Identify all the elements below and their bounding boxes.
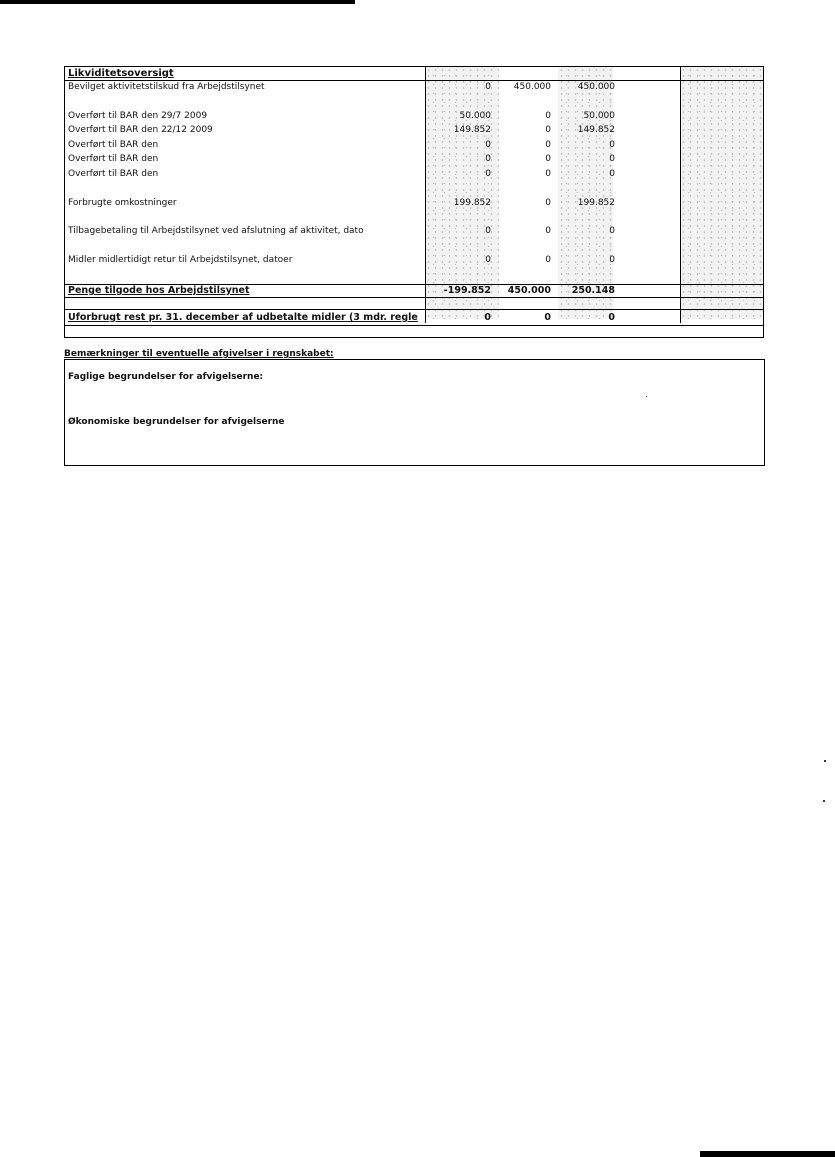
row-value-col3: 0 [609, 226, 615, 236]
row-value-col2: 0 [545, 111, 551, 121]
scan-edge-bottom [700, 1151, 835, 1157]
scan-speck [823, 800, 825, 802]
row-value-col1: 0 [485, 226, 491, 236]
shaded-column-3 [558, 67, 613, 319]
total-value-col3: 250.148 [571, 285, 615, 296]
row-label: Overført til BAR den [68, 169, 159, 179]
row-label: Midler midlertidigt retur til Arbejdstilsynet, datoer [68, 255, 293, 265]
table-title: Likviditetsoversigt [68, 68, 174, 79]
okonomiske-heading: Økonomiske begrundelser for afvigelserne [68, 417, 285, 427]
row-label: Bevilget aktivitetstilskud fra Arbejdstilsynet [68, 82, 265, 92]
row-value-col1: 149.852 [453, 125, 491, 135]
row-value-col3: 50.000 [583, 111, 615, 121]
scan-edge-top [0, 0, 355, 4]
column-divider [680, 67, 681, 323]
row-value-col3: 0 [609, 169, 615, 179]
liquidity-table [64, 66, 764, 338]
row-value-col2: 0 [545, 154, 551, 164]
faglige-heading: Faglige begrundelser for afvigelserne: [68, 372, 264, 382]
notes-heading: Bemærkninger til eventuelle afgivelser i regnskabet: [64, 349, 334, 359]
rest-value-col3: 0 [608, 312, 615, 323]
row-value-col2: 0 [545, 198, 551, 208]
row-value-col2: 0 [545, 140, 551, 150]
row-value-col1: 0 [485, 82, 491, 92]
row-label: Tilbagebetaling til Arbejdstilsynet ved afslutning af aktivitet, dato [68, 226, 364, 236]
row-value-col2: 0 [545, 255, 551, 265]
total-value-col2: 450.000 [507, 285, 551, 296]
column-divider [425, 67, 426, 323]
row-divider [65, 297, 763, 298]
row-value-col3: 0 [609, 255, 615, 265]
row-divider [65, 309, 763, 310]
row-value-col1: 0 [485, 255, 491, 265]
total-value-col1: -199.852 [443, 285, 491, 296]
row-label: Overført til BAR den [68, 140, 159, 150]
notes-box [64, 359, 765, 466]
row-value-col3: 199.852 [577, 198, 615, 208]
row-label: Overført til BAR den [68, 154, 159, 164]
row-divider [65, 80, 763, 81]
rest-value-col1: 0 [484, 312, 491, 323]
row-value-col3: 0 [609, 154, 615, 164]
row-value-col2: 0 [545, 226, 551, 236]
row-value-col1: 0 [485, 169, 491, 179]
shaded-column-1 [425, 67, 499, 319]
row-label: Overført til BAR den 22/12 2009 [68, 125, 213, 135]
row-value-col1: 0 [485, 140, 491, 150]
total-label: Penge tilgode hos Arbejdstilsynet [68, 285, 250, 296]
rest-value-col2: 0 [544, 312, 551, 323]
row-value-col1: 50.000 [459, 111, 491, 121]
row-value-col2: 450.000 [513, 82, 551, 92]
row-value-col1: 199.852 [453, 198, 491, 208]
row-value-col1: 0 [485, 154, 491, 164]
row-value-col2: 0 [545, 169, 551, 179]
row-value-col2: 0 [545, 125, 551, 135]
row-value-col3: 0 [609, 140, 615, 150]
shaded-column-extra [680, 67, 763, 319]
row-value-col3: 149.852 [577, 125, 615, 135]
row-divider [65, 325, 763, 326]
row-label: Forbrugte omkostninger [68, 198, 177, 208]
scan-speck [824, 760, 826, 762]
rest-label: Uforbrugt rest pr. 31. december af udbetalte midler (3 mdr. regle [68, 312, 418, 323]
row-label: Overført til BAR den 29/7 2009 [68, 111, 208, 121]
row-value-col3: 450.000 [577, 82, 615, 92]
